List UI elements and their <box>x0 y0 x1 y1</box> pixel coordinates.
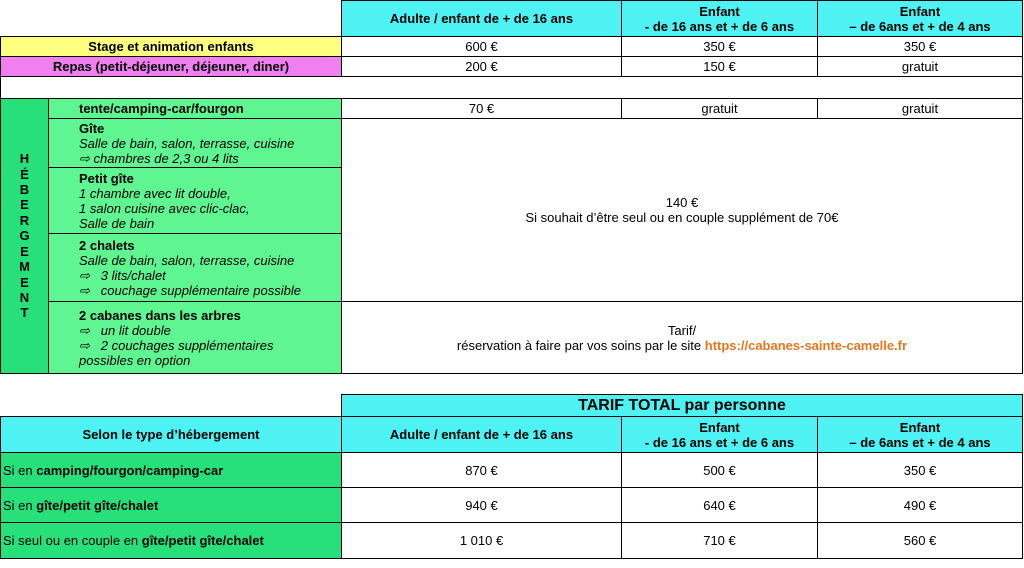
stage-enfant-4-6: 350 € <box>818 37 1023 57</box>
gite-price: 140 € <box>665 195 699 210</box>
row-prefix: Si en <box>3 462 37 478</box>
cabanes-title: 2 cabanes dans les arbres <box>79 307 241 323</box>
header-enfant-6-16 <box>622 1 818 37</box>
empty-corner <box>1 1 342 37</box>
cabanes-website-link[interactable]: https://cabanes-sainte-camelle.fr <box>704 337 908 353</box>
header-enfant-4-6 <box>818 1 1023 37</box>
tente-adulte: 70 € <box>342 99 622 119</box>
repas-adulte: 200 € <box>342 57 622 77</box>
gite-supplement: Si souhait d’être seul ou en couple supplément de 70€ <box>525 210 839 225</box>
row-stage <box>1 37 1023 57</box>
petit-gite-cell <box>49 168 342 234</box>
spacer-cell <box>1 77 1023 99</box>
petit-gite-line2: 1 salon cuisine avec clic-clac, <box>79 200 250 216</box>
header-enfant-label: Enfant <box>699 3 740 19</box>
row-tente <box>1 99 1023 119</box>
header-enfant-range: – de 6ans et + de 4 ans <box>849 434 991 450</box>
cabanes-line1-row <box>79 323 338 338</box>
table-row <box>1 453 1023 488</box>
total-enfant-4-6: 350 € <box>818 453 1023 488</box>
petit-gite-line3: Salle de bain <box>79 215 155 231</box>
tente-enfant-4-6: gratuit <box>818 99 1023 119</box>
cabanes-cell <box>49 302 342 374</box>
total-enfant-4-6: 490 € <box>818 488 1023 523</box>
hebergement-letter: E <box>20 274 29 290</box>
gite-price-cell <box>342 119 1023 302</box>
row-type: gîte/petit gîte/chalet <box>141 533 264 548</box>
table-row <box>1 523 1023 559</box>
total-adulte: 1 010 € <box>342 523 622 559</box>
row-prefix: Si en <box>3 497 37 513</box>
cabanes-line3: possibles en option <box>79 352 191 368</box>
stage-adulte: 600 € <box>342 37 622 57</box>
total-type-label <box>1 488 342 523</box>
hebergement-letter: H <box>19 151 30 167</box>
total-enfant-6-16: 710 € <box>622 523 818 559</box>
hebergement-letter: E <box>20 243 29 259</box>
hebergement-vertical-label <box>1 99 49 374</box>
table-row <box>1 488 1023 523</box>
petit-gite-line1: 1 chambre avec lit double, <box>79 185 231 201</box>
hebergement-letters <box>4 151 45 320</box>
chalets-title: 2 chalets <box>79 237 135 253</box>
tarif-total-table <box>0 394 1023 559</box>
header-type-hebergement: Selon le type d’hébergement <box>1 417 342 453</box>
hebergement-letter: G <box>19 228 30 244</box>
row-repas <box>1 57 1023 77</box>
total-type-label <box>1 523 342 559</box>
chalets-line2-row <box>79 268 338 283</box>
header-enfant-label: Enfant <box>899 3 941 19</box>
gite-line1: Salle de bain, salon, terrasse, cuisine <box>79 135 295 151</box>
arrow-icon: ⇨ <box>79 150 90 166</box>
chalets-line3-row <box>79 283 338 298</box>
chalets-line3: couchage supplémentaire possible <box>100 282 301 298</box>
hebergement-letter: É <box>20 166 29 182</box>
tente-label: tente/camping-car/fourgon <box>49 99 342 119</box>
arrow-icon: ⇨ <box>79 267 90 283</box>
gite-line2: chambres de 2,3 ou 4 lits <box>93 150 239 166</box>
repas-enfant-6-16: 150 € <box>622 57 818 77</box>
tente-enfant-6-16: gratuit <box>622 99 818 119</box>
hebergement-letter: N <box>19 289 30 305</box>
total-type-label <box>1 453 342 488</box>
arrow-icon: ⇨ <box>79 337 90 353</box>
header-enfant-range: - de 16 ans et + de 6 ans <box>644 434 795 450</box>
total-adulte: 870 € <box>342 453 622 488</box>
hebergement-letter: B <box>19 182 30 198</box>
chalets-cell <box>49 234 342 302</box>
stage-label: Stage et animation enfants <box>1 37 342 57</box>
repas-enfant-4-6: gratuit <box>818 57 1023 77</box>
header-enfant-range: - de 16 ans et + de 6 ans <box>644 18 795 34</box>
total-adulte: 940 € <box>342 488 622 523</box>
row-type: gîte/petit gîte/chalet <box>36 497 159 513</box>
total-enfant-4-6: 560 € <box>818 523 1023 559</box>
hebergement-letter: M <box>19 259 30 275</box>
header-enfant-4-6 <box>818 417 1023 453</box>
header-adulte: Adulte / enfant de + de 16 ans <box>342 1 622 37</box>
repas-label: Repas (petit-déjeuner, déjeuner, diner) <box>1 57 342 77</box>
arrow-icon: ⇨ <box>79 282 90 298</box>
gite-line2-row <box>79 151 338 166</box>
header-enfant-label: Enfant <box>899 419 941 435</box>
row-type: camping/fourgon/camping-car <box>36 462 224 478</box>
header-adulte: Adulte / enfant de + de 16 ans <box>342 417 622 453</box>
hebergement-letter: R <box>19 212 30 228</box>
spacer-row <box>1 77 1023 99</box>
row-gite <box>1 119 1023 168</box>
cabanes-reservation <box>345 338 1019 353</box>
row-prefix: Si seul ou en couple en <box>3 533 142 548</box>
hebergement-letter: E <box>20 197 29 213</box>
empty-corner <box>1 395 342 417</box>
reservation-text: réservation à faire par vos soins par le site <box>456 337 705 353</box>
cabanes-line2-row <box>79 338 338 353</box>
gite-title: Gîte <box>79 120 105 136</box>
arrow-icon: ⇨ <box>79 322 90 338</box>
stage-enfant-6-16: 350 € <box>622 37 818 57</box>
header-enfant-range: – de 6ans et + de 4 ans <box>849 18 991 34</box>
chalets-line2: 3 lits/chalet <box>100 267 166 283</box>
cabanes-info-cell <box>342 302 1023 374</box>
header-enfant-label: Enfant <box>699 419 740 435</box>
hebergement-letter: T <box>20 305 29 321</box>
header-enfant-6-16 <box>622 417 818 453</box>
total-enfant-6-16: 640 € <box>622 488 818 523</box>
total-enfant-6-16: 500 € <box>622 453 818 488</box>
chalets-line1: Salle de bain, salon, terrasse, cuisine <box>79 252 295 268</box>
tarif-total-title: TARIF TOTAL par personne <box>342 395 1023 417</box>
cabanes-line1: un lit double <box>100 322 171 338</box>
cabanes-line2: 2 couchages supplémentaires <box>100 337 274 353</box>
gite-cell <box>49 119 342 168</box>
cabanes-tarif: Tarif/ <box>667 322 697 338</box>
row-cabanes <box>1 302 1023 374</box>
petit-gite-title: Petit gîte <box>79 170 134 186</box>
